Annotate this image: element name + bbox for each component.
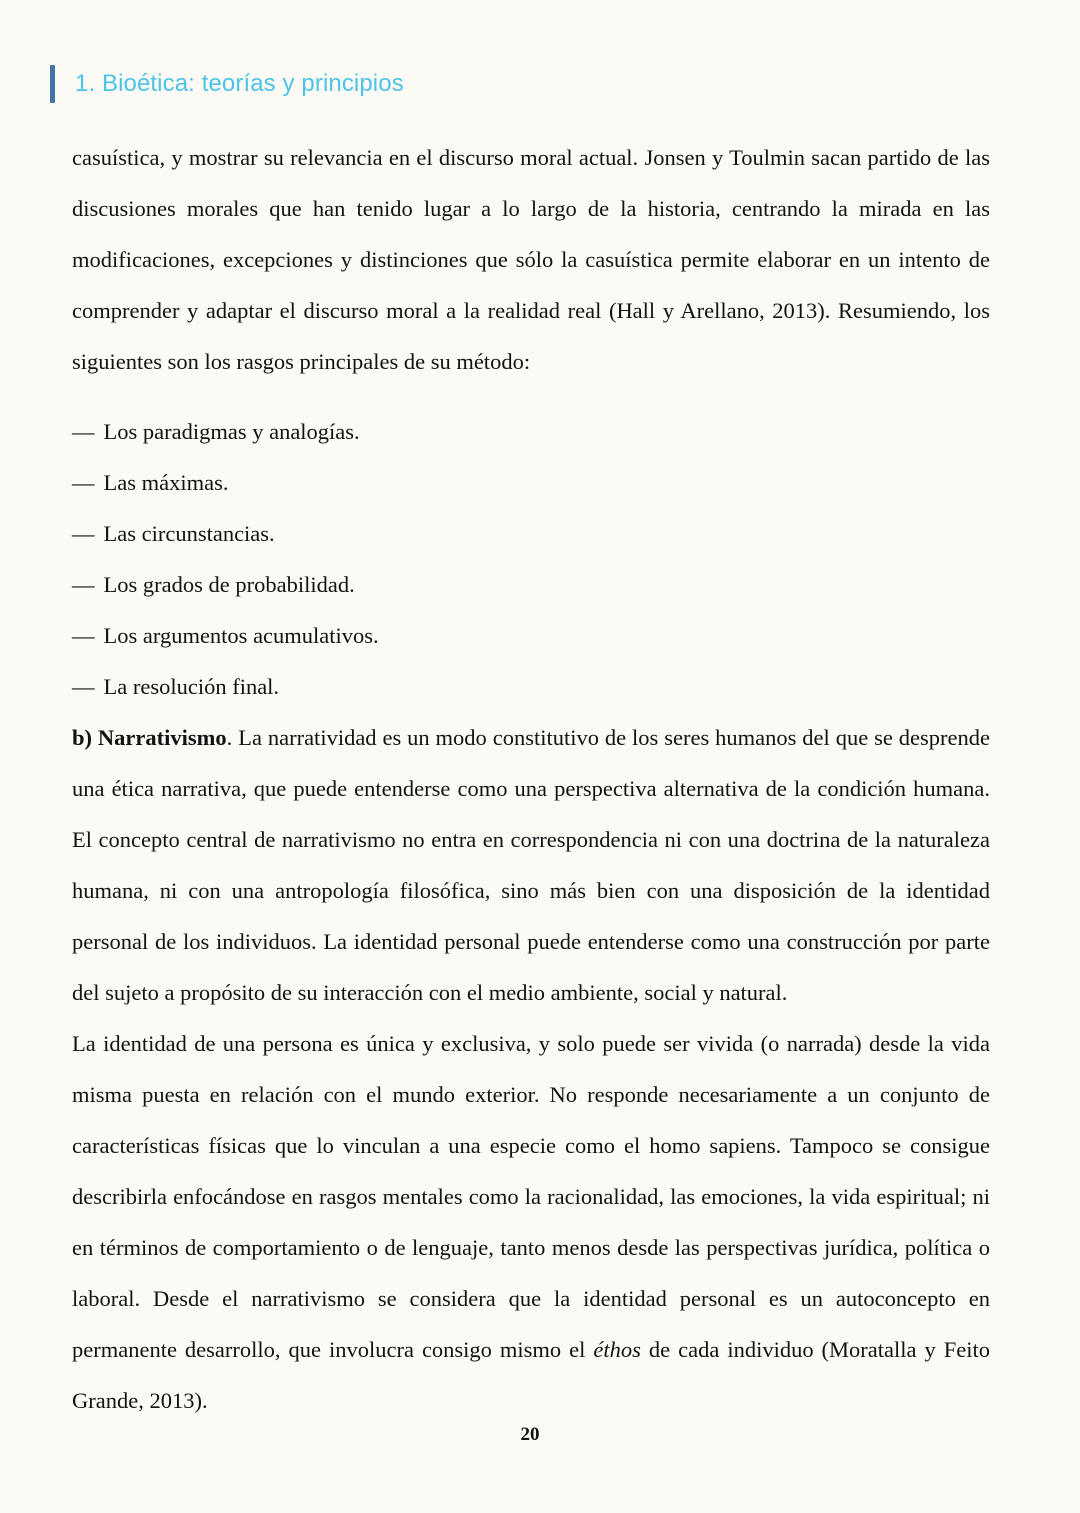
list-item-label: La resolución final.: [103, 674, 280, 699]
list-item-label: Los grados de probabilidad.: [103, 572, 355, 597]
paragraph-identidad: [72, 1018, 990, 1426]
em-dash-icon: —: [72, 419, 95, 444]
list-item: [72, 406, 990, 457]
list-item-label: Las máximas.: [103, 470, 229, 495]
list-item-label: Los argumentos acumulativos.: [103, 623, 379, 648]
em-dash-icon: —: [72, 470, 95, 495]
em-dash-icon: —: [72, 674, 95, 699]
paragraph-narrativismo-text: . La narratividad es un modo constitutivo de los seres humanos del que se desprende una ética narrativa, que puede entenderse como una perspectiva alternativa de la condición humana. El concepto central de narrativismo no entra en correspondencia ni con una doctrina de la naturaleza humana, ni con una antropología filosófica, sino más bien con una disposición de la identidad personal de los individuos. La identidad personal puede entenderse como una construcción por parte del sujeto a propósito de su interacción con el medio ambiente, social y natural.: [72, 725, 990, 1005]
running-header: [0, 62, 404, 106]
list-item: [72, 559, 990, 610]
paragraph-casuistica: casuística, y mostrar su relevancia en el discurso moral actual. Jonsen y Toulmin sacan partido de las discusiones morales que han tenido lugar a lo largo de la historia, centrando la mirada en las modificaciones, excepciones y distinciones que sólo la casuística permite elaborar en un intento de comprender y adaptar el discurso moral a la realidad real (Hall y Arellano, 2013). Resumiendo, los siguientes son los rasgos principales de su método:: [72, 145, 990, 374]
list-item-label: Las circunstancias.: [103, 521, 275, 546]
em-dash-icon: —: [72, 521, 95, 546]
paragraph-lead-in-bold: b) Narrativismo: [72, 725, 227, 750]
list-item: [72, 661, 990, 712]
casuistica-method-list: [72, 406, 990, 712]
header-accent-bar-icon: [50, 65, 55, 103]
header-chapter-title: 1. Bioética: teorías y principios: [75, 70, 404, 97]
paragraph-identidad-text-1: La identidad de una persona es única y exclusiva, y solo puede ser vivida (o narrada) desde la vida misma puesta en relación con el mundo exterior. No responde necesariamente a un conjunto de características físicas que lo vinculan a una especie como el homo sapiens. Tampoco se consigue describirla enfocándose en rasgos mentales como la racionalidad, las emociones, la vida espiritual; ni en términos de comportamiento o de lenguaje, tanto menos desde las perspectivas jurídica, política o laboral. Desde el narrativismo se considera que la identidad personal es un autoconcepto en permanente desarrollo, que involucra consigo mismo el: [72, 1031, 990, 1362]
list-item-label: Los paradigmas y analogías.: [103, 419, 360, 444]
page-footer: [0, 1424, 1080, 1446]
italic-term-ethos: éthos: [593, 1337, 641, 1362]
em-dash-icon: —: [72, 572, 95, 597]
page-content: [72, 132, 990, 1426]
list-item: [72, 610, 990, 661]
paragraph-narrativismo: [72, 712, 990, 1018]
list-item: [72, 457, 990, 508]
page-number: 20: [520, 1424, 540, 1445]
paragraph-identidad-text-2: de cada individuo (Moratalla y Feito Grande, 2013).: [72, 1337, 990, 1413]
list-item: [72, 508, 990, 559]
em-dash-icon: —: [72, 623, 95, 648]
